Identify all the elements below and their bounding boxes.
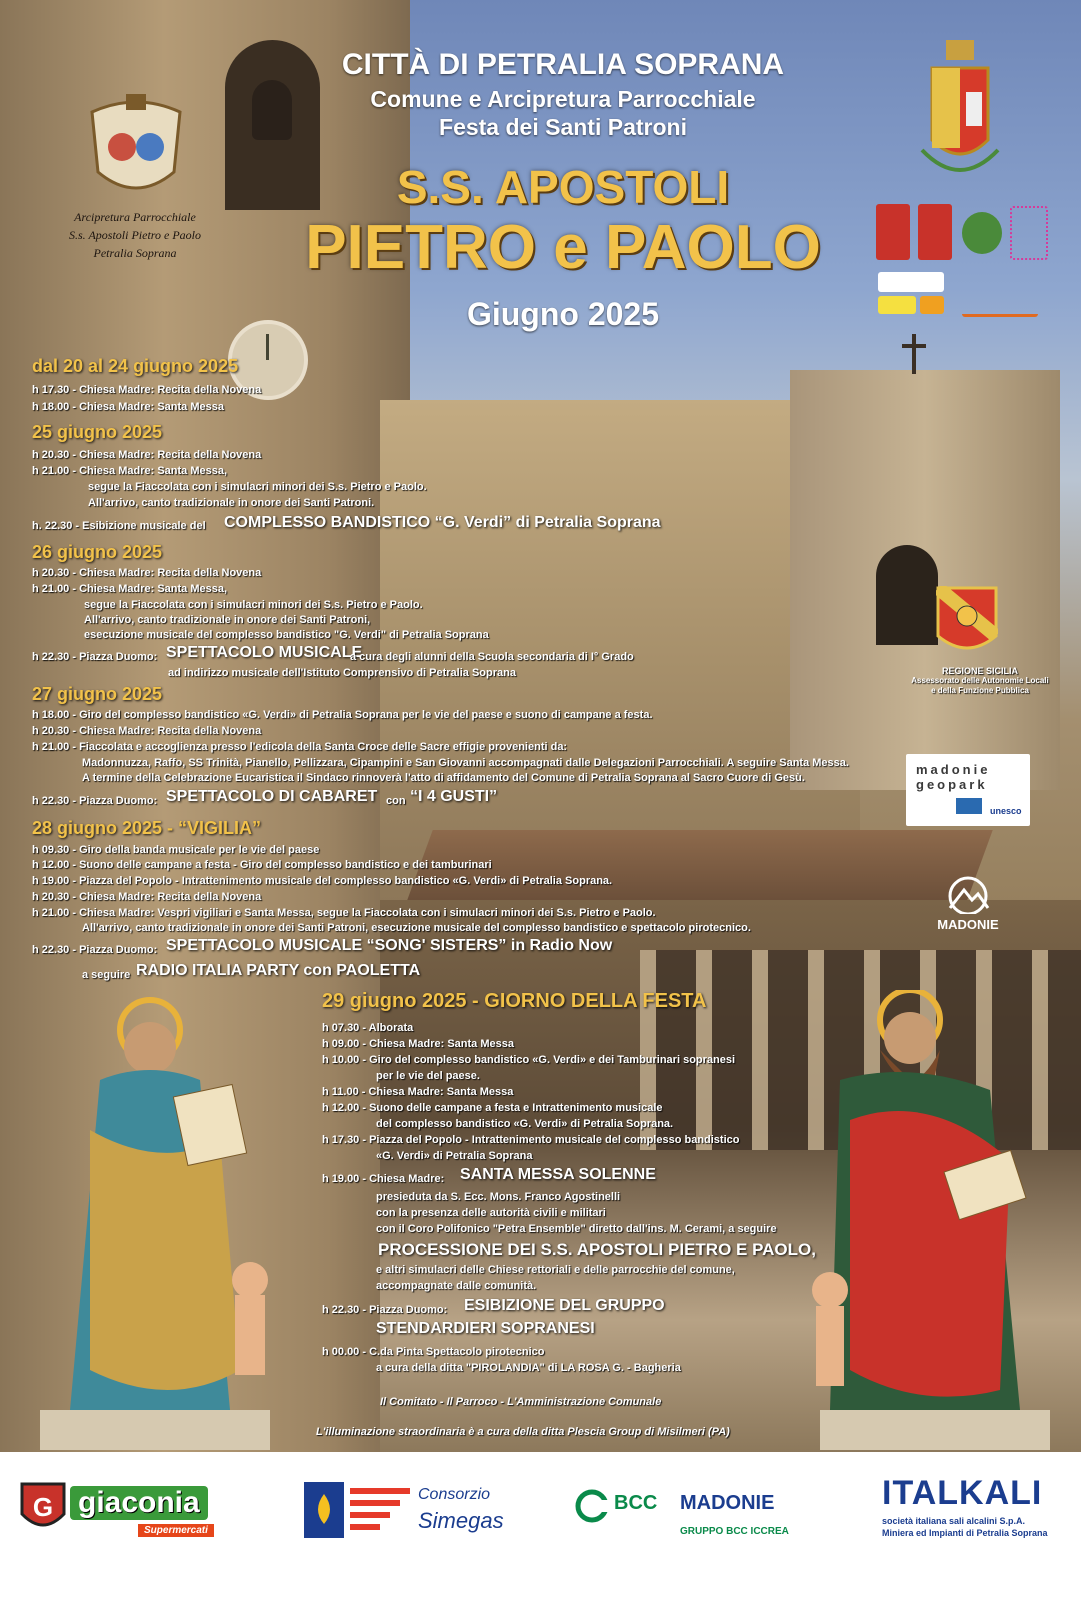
madonie-logo-text: MADONIE (937, 917, 999, 932)
geopark-mountain-icon (956, 798, 982, 814)
event-highlight: SPETTACOLO MUSICALE (166, 644, 363, 661)
event-line: h 21.00 - Chiesa Madre: Santa Messa, (32, 583, 228, 595)
event-line: con la presenza delle autorità civili e militari (376, 1207, 606, 1219)
organizer-line: Comune e Arcipretura Parrocchiale (370, 86, 756, 112)
giaconia-logo (18, 1480, 234, 1540)
italkali-line3: Miniera ed Impianti di Petralia Soprana (882, 1528, 1048, 1538)
event-highlight: SPETTACOLO DI CABARET (166, 788, 378, 805)
event-line: h 12.00 - Suono delle campane a festa e Intrattenimento musicale (322, 1102, 663, 1114)
italkali-line2: società italiana sali alcalini S.p.A. (882, 1516, 1026, 1526)
event-line: h 17.30 - Piazza del Popolo - Intrattenimento musicale del complesso bandistico (322, 1134, 740, 1146)
event-line: con il Coro Polifonico "Petra Ensemble" diretto dall'ins. M. Cerami, a seguire (376, 1223, 777, 1235)
festival-flower-logo (1010, 206, 1048, 260)
event-line: Madonnuzza, Raffo, SS Trinità, Pianello, Pellizzara, Cipampini e San Giovanni accompagnati dalle Delegazioni Parrocchiali. A seguire Santa Messa. (82, 757, 849, 769)
event-line: h 07.30 - Alborata (322, 1022, 414, 1034)
event-highlight: PROCESSIONE DEI S.S. APOSTOLI PIETRO E PAOLO, (378, 1240, 816, 1259)
cloister-roof (407, 830, 992, 900)
mountain-gear-icon (926, 874, 1010, 914)
event-line: accompagnate dalle comunità. (376, 1280, 537, 1292)
event-highlight: STENDARDIERI SOPRANESI (376, 1320, 595, 1337)
regione-name: REGIONE SICILIA (941, 666, 1018, 676)
event-line: e altri simulacri delle Chiese rettoriali e delle parrocchie del comune, (376, 1264, 735, 1276)
event-line: h 18.00 - Giro del complesso bandistico «G. Verdi» di Petralia Soprana per le vie del paese e suono di campane a festa. (32, 709, 653, 721)
event-line: segue la Fiaccolata con i simulacri minori dei S.s. Pietro e Paolo. (88, 481, 427, 493)
bella-sicilia-logo (962, 278, 1038, 317)
bcc-madonie-logo (574, 1488, 824, 1548)
event-highlight: COMPLESSO BANDISTICO “G. Verdi” di Petralia Soprana (224, 514, 661, 531)
event-line: «G. Verdi» di Petralia Soprana (376, 1150, 533, 1162)
event-highlight: SANTA MESSA SOLENNE (460, 1166, 656, 1183)
partner-logo-a (878, 272, 944, 292)
partner-logo-c (920, 296, 944, 314)
event-line: h 20.30 - Chiesa Madre: Recita della Novena (32, 567, 262, 579)
saint-paul-statue (780, 990, 1070, 1450)
giaconia-shield-icon (18, 1480, 68, 1536)
event-line: h 19.00 - Piazza del Popolo - Intrattenimento musicale del complesso bandistico «G. Verdi» di Petralia Soprana. (32, 875, 613, 887)
bcc-mark-icon (574, 1488, 610, 1524)
event-line: h 18.00 - Chiesa Madre: Santa Messa (32, 401, 224, 413)
festival-name: Festa dei Santi Patroni (439, 114, 687, 140)
saint-peter-statue (30, 990, 300, 1450)
event-line: h 20.30 - Chiesa Madre: Recita della Novena (32, 891, 262, 903)
event-line: h 22.30 - Piazza Duomo: (322, 1304, 448, 1316)
main-title-pietro-paolo: PIETRO e PAOLO (305, 213, 821, 282)
trinacria-icon (936, 586, 998, 660)
italkali-logo (878, 1474, 1068, 1554)
event-line: h 09.00 - Chiesa Madre: Santa Messa (322, 1038, 514, 1050)
event-line: h 20.30 - Chiesa Madre: Recita della Novena (32, 725, 262, 737)
villaggio-logo (962, 212, 1002, 254)
event-line: a cura degli alunni della Scuola secondaria di I° Grado (350, 651, 634, 663)
arcipretura-line2: S.s. Apostoli Pietro e Paolo (69, 228, 201, 242)
regione-sicilia-label (890, 666, 1070, 696)
day-title-20-24: dal 20 al 24 giugno 2025 (32, 356, 239, 376)
event-line: del complesso bandistico «G. Verdi» di Petralia Soprana. (376, 1118, 674, 1130)
day-title-26: 26 giugno 2025 (32, 542, 163, 562)
event-line: a cura della ditta "PIROLANDIA" di LA ROSA G. - Bagheria (376, 1362, 681, 1374)
event-line: h 20.30 - Chiesa Madre: Recita della Novena (32, 449, 262, 461)
city-crest-icon (918, 40, 1002, 190)
sponsor-footer (0, 1452, 1081, 1599)
city-title: CITTÀ DI PETRALIA SOPRANA (341, 48, 785, 81)
campanile (790, 370, 1060, 790)
giaconia-sub: Supermercati (138, 1524, 214, 1537)
event-line: All'arrivo, canto tradizionale in onore dei Santi Patroni, (84, 614, 371, 626)
event-line: h 11.00 - Chiesa Madre: Santa Messa (322, 1086, 514, 1098)
event-highlight: RADIO ITALIA PARTY con PAOLETTA (136, 962, 421, 979)
main-title-apostoli: S.S. APOSTOLI (396, 161, 730, 213)
borghi-sapori-logo (918, 204, 952, 260)
event-line: h 22.30 - Piazza Duomo: (32, 944, 158, 956)
borghi-belli-logo (876, 204, 910, 260)
event-line: h 21.00 - Chiesa Madre: Vespri vigiliari e Santa Messa, segue la Fiaccolata con i simulacri minori dei S.s. Pietro e Paolo. (32, 907, 656, 919)
organizers-credits: Il Comitato - Il Parroco - L'Amministrazione Comunale (380, 1396, 662, 1408)
simegas-line2: Simegas (418, 1508, 504, 1533)
arcipretura-emblem-icon (82, 92, 190, 204)
geopark-name: madonie geopark (916, 762, 991, 792)
regione-line2: e della Funzione Pubblica (931, 686, 1029, 695)
bcc-label: BCC (614, 1492, 658, 1514)
bcc-group-label: GRUPPO BCC ICCREA (680, 1526, 789, 1537)
event-line: h 19.00 - Chiesa Madre: (322, 1173, 445, 1185)
illumination-credit: L'illuminazione straordinaria è a cura della ditta Plescia Group di Misilmeri (PA) (316, 1426, 730, 1438)
event-line: All'arrivo, canto tradizionale in onore dei Santi Patroni, esecuzione musicale del complesso bandistico e spettacolo pirotecnico. (82, 922, 751, 934)
madonie-logo (926, 874, 1010, 936)
event-line: h 22.30 - Piazza Duomo: (32, 795, 158, 807)
partner-logo-b (878, 296, 916, 314)
event-line: A termine della Celebrazione Eucaristica il Sindaco rinnoverà l'atto di affidamento del Comune di Petralia Soprana al Sacro Cuore di Gesù. (82, 772, 805, 784)
event-line: a seguire (82, 969, 131, 981)
event-line: All'arrivo, canto tradizionale in onore dei Santi Patroni. (88, 497, 375, 509)
arcipretura-label (50, 208, 220, 262)
event-line: h 21.00 - Chiesa Madre: Santa Messa, (32, 465, 228, 477)
day-title-28: 28 giugno 2025 - “VIGILIA” (32, 818, 262, 838)
event-line: h 21.00 - Fiaccolata e accoglienza presso l'edicola della Santa Croce delle Sacre effigie provenienti da: (32, 741, 568, 753)
svg-text:G: G (32, 1492, 54, 1522)
campanile-arch (876, 545, 938, 645)
event-line: per le vie del paese. (376, 1070, 480, 1082)
bcc-madonie-label: MADONIE (680, 1492, 775, 1514)
event-line: h 10.00 - Giro del complesso bandistico «G. Verdi» e dei Tamburinari sopranesi (322, 1054, 736, 1066)
festival-date: Giugno 2025 (466, 296, 660, 332)
unesco-label: unesco (990, 806, 1022, 816)
regione-line1: Assessorato delle Autonomie Locali (911, 676, 1049, 685)
event-line: h 09.30 - Giro della banda musicale per le vie del paese (32, 844, 320, 856)
event-highlight: SPETTACOLO MUSICALE “SONG' SISTERS” in Radio Now (166, 937, 613, 954)
giaconia-name: giaconia (70, 1486, 208, 1520)
simegas-line1: Consorzio (418, 1486, 491, 1503)
arcipretura-line1: Arcipretura Parrocchiale (74, 210, 196, 224)
event-line: h 00.00 - C.da Pinta Spettacolo pirotecnico (322, 1346, 545, 1358)
event-highlight: “I 4 GUSTI” (410, 788, 498, 805)
event-line: ad indirizzo musicale dell'Istituto Comprensivo di Petralia Soprana (168, 667, 516, 679)
event-line: con (386, 795, 406, 807)
italkali-name: ITALKALI (882, 1474, 1043, 1512)
event-line: presieduta da S. Ecc. Mons. Franco Agostinelli (376, 1191, 621, 1203)
event-line: h. 22.30 - Esibizione musicale del (32, 520, 206, 532)
event-line: esecuzione musicale del complesso bandistico "G. Verdi" di Petralia Soprana (84, 629, 489, 641)
event-line: h 17.30 - Chiesa Madre: Recita della Novena (32, 384, 262, 396)
event-line: h 22.30 - Piazza Duomo: (32, 651, 158, 663)
day-title-29: 29 giugno 2025 - GIORNO DELLA FESTA (322, 990, 707, 1012)
event-highlight: ESIBIZIONE DEL GRUPPO (464, 1297, 665, 1314)
arcipretura-line3: Petralia Soprana (93, 246, 177, 260)
simegas-logo (304, 1482, 524, 1546)
simegas-mark-icon (304, 1482, 414, 1542)
day-title-25: 25 giugno 2025 (32, 422, 163, 442)
day-title-27: 27 giugno 2025 (32, 684, 163, 704)
cross-icon (912, 334, 916, 374)
event-line: segue la Fiaccolata con i simulacri minori dei S.s. Pietro e Paolo. (84, 599, 423, 611)
madonie-geopark-logo (906, 754, 1030, 826)
event-line: h 12.00 - Suono delle campane a festa - Giro del complesso bandistico e dei tamburinari (32, 859, 492, 871)
